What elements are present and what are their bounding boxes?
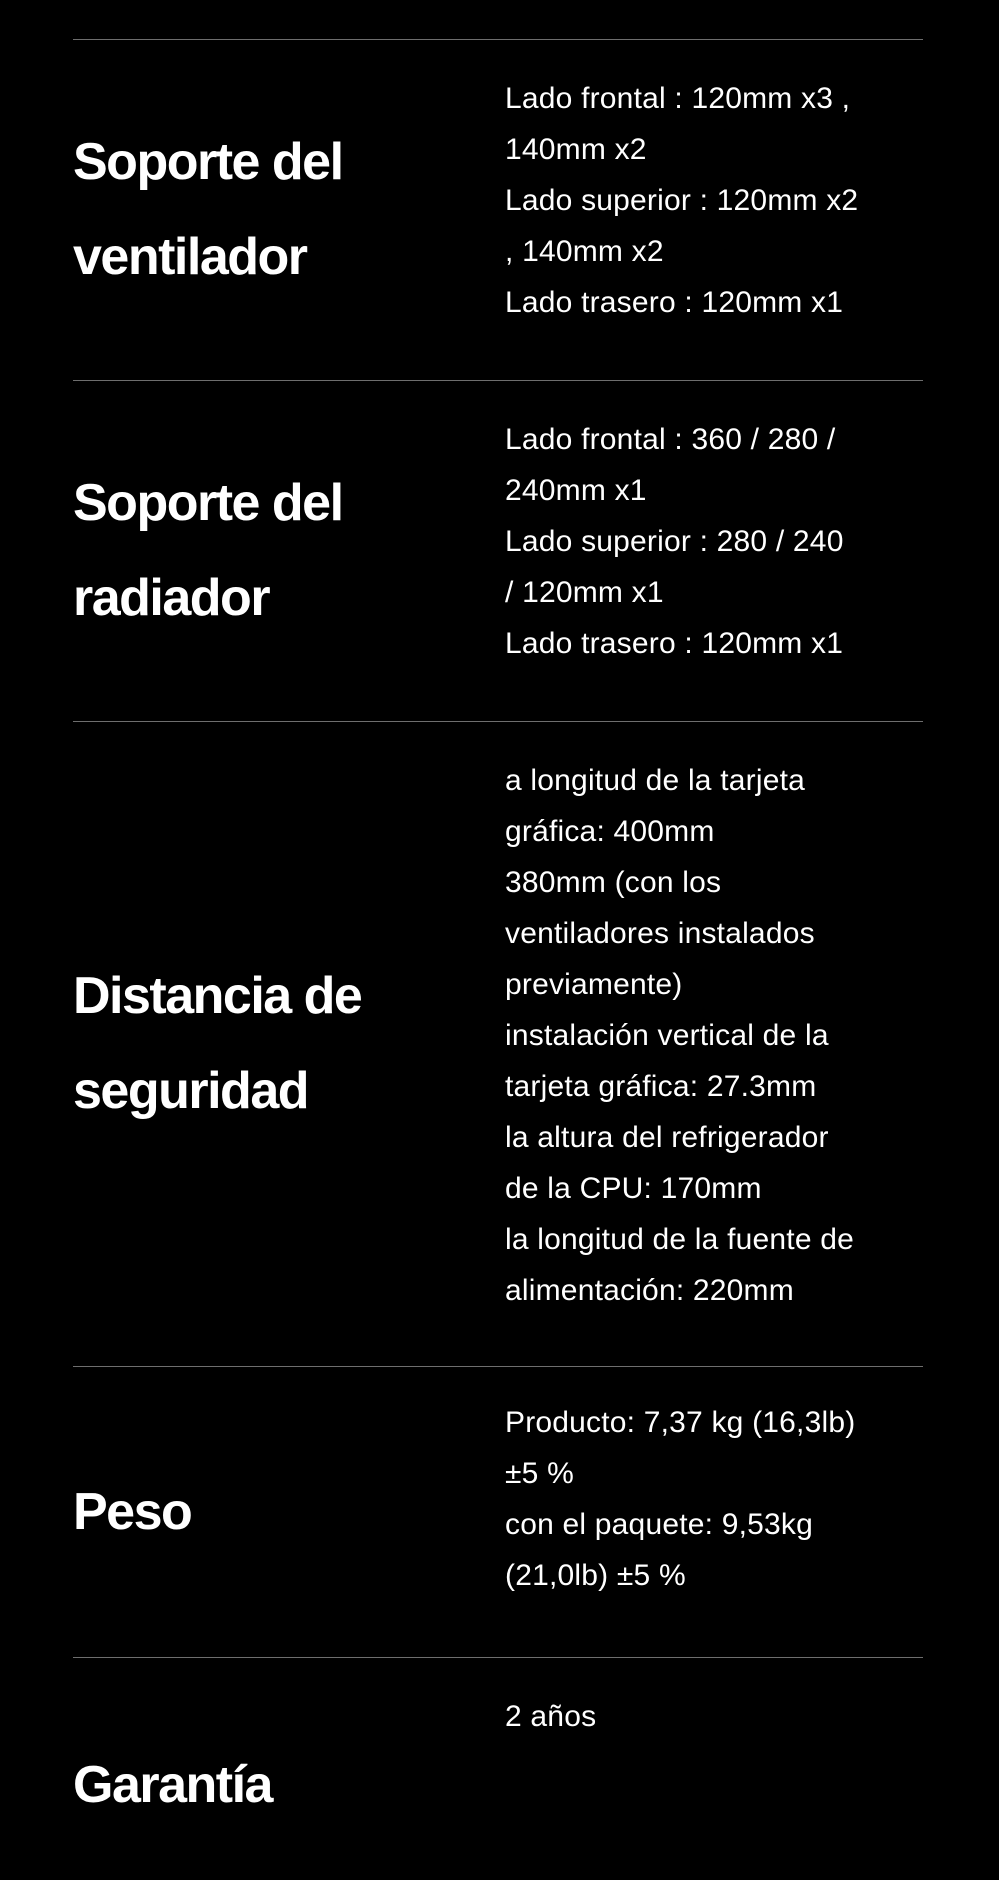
spec-label (73, 722, 505, 1366)
spec-value-line: , 140mm x2 (505, 235, 664, 268)
spec-label (73, 1367, 505, 1657)
spec-value-line: la altura del refrigerador (505, 1121, 829, 1154)
spec-value (505, 1367, 923, 1657)
spec-value-line: Producto: 7,37 kg (16,3lb) (505, 1406, 856, 1439)
spec-value-line: a longitud de la tarjeta (505, 764, 806, 797)
spec-value-line: 140mm x2 (505, 133, 647, 166)
spec-label-line: Soporte del (73, 133, 343, 191)
spec-value-line: ±5 % (505, 1457, 574, 1490)
spec-value-line: 240mm x1 (505, 474, 647, 507)
spec-value-line: (21,0lb) ±5 % (505, 1559, 686, 1592)
spec-value (505, 1658, 923, 1880)
spec-value-line: instalación vertical de la (505, 1019, 829, 1052)
spec-value-line: alimentación: 220mm (505, 1274, 794, 1307)
spec-value-line: Lado frontal : 360 / 280 / (505, 423, 836, 456)
spec-label-line: ventilador (73, 228, 307, 286)
spec-value-line: gráfica: 400mm (505, 815, 715, 848)
spec-value-line: Lado superior : 280 / 240 (505, 525, 844, 558)
spec-value-line: 380mm (con los (505, 866, 722, 899)
spec-label-line: Garantía (73, 1756, 272, 1814)
spec-row-warranty (73, 1657, 923, 1880)
spec-row-weight (73, 1366, 923, 1657)
spec-value-line: 2 años (505, 1700, 597, 1733)
spec-value-line: de la CPU: 170mm (505, 1172, 762, 1205)
spec-value-line: Lado frontal : 120mm x3 , (505, 82, 851, 115)
spec-value-line: Lado trasero : 120mm x1 (505, 627, 844, 660)
spec-value-line: Lado trasero : 120mm x1 (505, 286, 844, 319)
spec-value-line: previamente) (505, 968, 683, 1001)
spec-value-line: Lado superior : 120mm x2 (505, 184, 859, 217)
spec-value-line: con el paquete: 9,53kg (505, 1508, 813, 1541)
spec-value-line: tarjeta gráfica: 27.3mm (505, 1070, 817, 1103)
spec-table (73, 39, 923, 1880)
spec-label (73, 40, 505, 380)
spec-value-line: / 120mm x1 (505, 576, 664, 609)
spec-label-line: Distancia de (73, 967, 362, 1025)
spec-label (73, 1658, 505, 1880)
spec-value-line: la longitud de la fuente de (505, 1223, 855, 1256)
spec-label (73, 381, 505, 721)
spec-value (505, 40, 923, 380)
spec-label-line: seguridad (73, 1062, 308, 1120)
spec-label-line: Peso (73, 1482, 192, 1541)
spec-row-fan-support (73, 39, 923, 380)
spec-label-line: radiador (73, 569, 270, 627)
spec-row-clearance (73, 721, 923, 1366)
spec-value (505, 381, 923, 721)
spec-row-radiator-support (73, 380, 923, 721)
spec-label-line: Soporte del (73, 474, 343, 532)
spec-value (505, 722, 923, 1366)
spec-value-line: ventiladores instalados (505, 917, 815, 950)
